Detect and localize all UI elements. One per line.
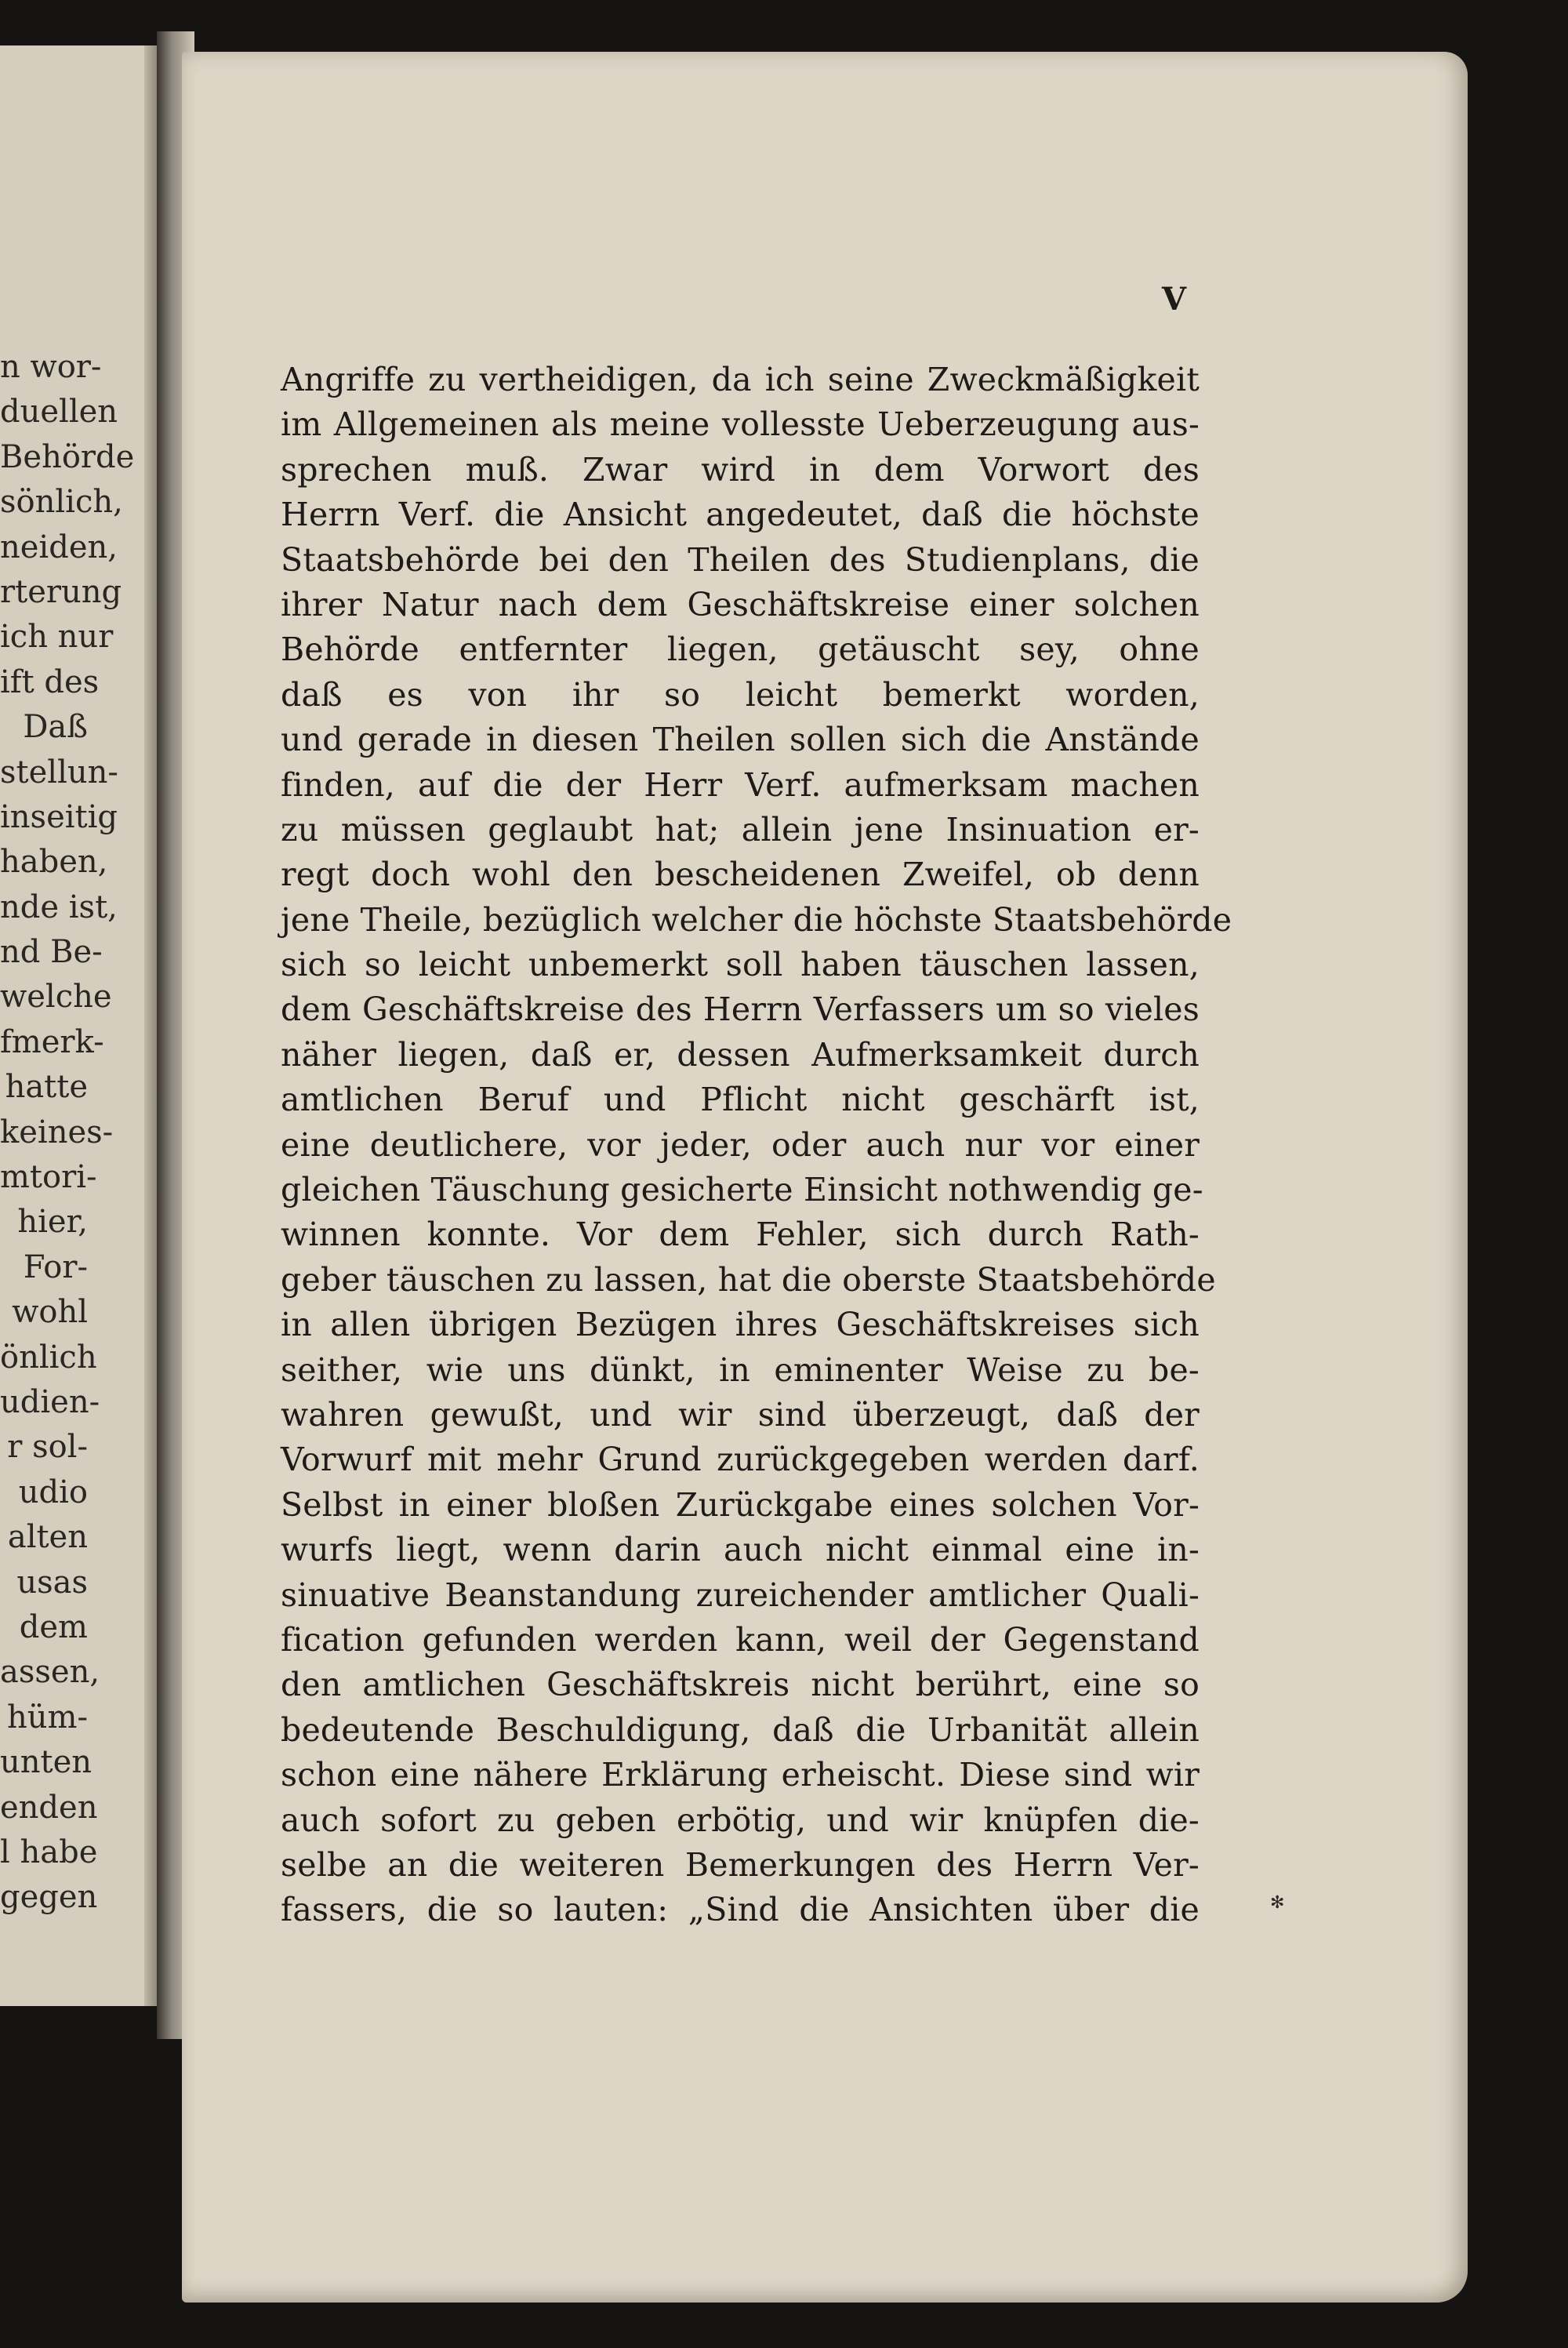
text-line: sich so leicht unbemerkt soll haben täuschen lassen, bbox=[281, 946, 1200, 984]
left-page-line: hüm- bbox=[7, 1699, 88, 1736]
left-page-line: unten bbox=[0, 1744, 93, 1781]
text-line: geber täuschen zu lassen, hat die oberste Staatsbehörde bbox=[281, 1260, 1216, 1299]
text-line: und gerade in diesen Theilen sollen sich die Anstände bbox=[281, 721, 1200, 759]
left-page-line: önlich bbox=[0, 1339, 97, 1376]
left-page-line: nde ist, bbox=[0, 889, 118, 925]
left-page-line: l habe bbox=[0, 1834, 98, 1870]
left-page-line: n wor- bbox=[0, 349, 102, 385]
left-page bbox=[0, 45, 157, 2006]
text-line: schon eine nähere Erklärung erheischt. Diese sind wir bbox=[281, 1756, 1200, 1794]
text-line: Staatsbehörde bei den Theilen des Studienplans, die bbox=[281, 540, 1200, 579]
text-line: den amtlichen Geschäftskreis nicht berührt, eine so bbox=[281, 1666, 1200, 1704]
text-line: eine deutlichere, vor jeder, oder auch nur vor einer bbox=[281, 1125, 1200, 1164]
text-line: amtlichen Beruf und Pflicht nicht geschärft ist, bbox=[281, 1081, 1200, 1119]
text-line: regt doch wohl den bescheidenen Zweifel, ob denn bbox=[281, 856, 1200, 894]
left-page-line: dem bbox=[19, 1608, 88, 1645]
text-line: wurfs liegt, wenn darin auch nicht einmal eine in- bbox=[281, 1531, 1200, 1569]
left-page-line: Behörde bbox=[0, 438, 135, 475]
text-line: Vorwurf mit mehr Grund zurückgegeben werden darf. bbox=[281, 1441, 1200, 1479]
text-line: wahren gewußt, und wir sind überzeugt, daß der bbox=[281, 1395, 1200, 1434]
text-line: sinuative Beanstandung zureichender amtlicher Quali- bbox=[281, 1576, 1200, 1614]
text-line: zu müssen geglaubt hat; allein jene Insinuation er- bbox=[281, 810, 1200, 849]
text-line: Selbst in einer bloßen Zurückgabe eines solchen Vor- bbox=[281, 1485, 1200, 1524]
left-page-line: welche bbox=[0, 979, 112, 1016]
left-page-line: ich nur bbox=[0, 619, 114, 656]
page-number: V bbox=[1162, 281, 1187, 318]
text-line: Herrn Verf. die Ansicht angedeutet, daß die höchste bbox=[281, 496, 1200, 534]
text-line: fassers, die so lauten: „Sind die Ansichten über die bbox=[281, 1891, 1200, 1929]
text-line: gleichen Täuschung gesicherte Einsicht nothwendig ge- bbox=[281, 1171, 1203, 1209]
text-line: ihrer Natur nach dem Geschäftskreise einer solchen bbox=[281, 585, 1200, 623]
text-line: dem Geschäftskreise des Herrn Verfassers um so vieles bbox=[281, 990, 1200, 1029]
text-line: finden, auf die der Herr Verf. aufmerksam machen bbox=[281, 765, 1200, 804]
page-body-text bbox=[281, 358, 1232, 1933]
left-page-line: stellun- bbox=[0, 754, 118, 791]
text-line: jene Theile, bezüglich welcher die höchste Staatsbehörde bbox=[281, 900, 1232, 939]
text-line: in allen übrigen Bezügen ihres Geschäftskreises sich bbox=[281, 1306, 1200, 1344]
left-page-line: wohl bbox=[12, 1294, 88, 1331]
left-page-line: Daß bbox=[23, 709, 88, 746]
left-page-line: keines- bbox=[0, 1114, 114, 1150]
left-page-line: hatte bbox=[5, 1069, 88, 1106]
text-line: fication gefunden werden kann, weil der Gegenstand bbox=[281, 1620, 1200, 1659]
left-page-line: udio bbox=[18, 1474, 88, 1510]
left-page-line: haben, bbox=[0, 844, 108, 881]
left-page-line: duellen bbox=[0, 394, 118, 431]
left-page-line: neiden, bbox=[0, 529, 118, 565]
left-page-line: usas bbox=[16, 1564, 88, 1601]
text-line: winnen konnte. Vor dem Fehler, sich durch Rath- bbox=[281, 1216, 1200, 1254]
left-page-line: For- bbox=[23, 1249, 88, 1285]
text-line: näher liegen, daß er, dessen Aufmerksamkeit durch bbox=[281, 1035, 1200, 1074]
left-page-line: nd Be- bbox=[0, 934, 103, 971]
text-line: daß es von ihr so leicht bemerkt worden, bbox=[281, 675, 1200, 714]
left-page-line: assen, bbox=[0, 1654, 100, 1691]
left-page-line: mtori- bbox=[0, 1159, 97, 1196]
text-line: selbe an die weiteren Bemerkungen des Herrn Ver- bbox=[281, 1845, 1200, 1884]
text-line: sprechen muß. Zwar wird in dem Vorwort des bbox=[281, 450, 1200, 489]
left-page-line: rterung bbox=[0, 573, 122, 610]
left-page-line: alten bbox=[7, 1519, 88, 1556]
left-page-line: r sol- bbox=[7, 1429, 88, 1466]
ink-speck: ✻ bbox=[1270, 1893, 1285, 1913]
text-line: seither, wie uns dünkt, in eminenter Weise zu be- bbox=[281, 1350, 1200, 1389]
text-line: im Allgemeinen als meine vollesste Ueberzeugung aus- bbox=[281, 405, 1200, 444]
left-page-line: fmerk- bbox=[0, 1023, 104, 1060]
text-line: Angriffe zu vertheidigen, da ich seine Zweckmäßigkeit bbox=[281, 361, 1200, 398]
left-page-line: inseitig bbox=[0, 798, 118, 835]
left-page-line: hier, bbox=[17, 1204, 88, 1241]
left-page-text bbox=[0, 345, 135, 1921]
text-line: auch sofort zu geben erbötig, und wir knüpfen die- bbox=[281, 1801, 1200, 1839]
left-page-line: enden bbox=[0, 1789, 98, 1826]
text-line: bedeutende Beschuldigung, daß die Urbanität allein bbox=[281, 1710, 1200, 1749]
left-page-line: ift des bbox=[0, 663, 100, 700]
left-page-fold bbox=[144, 45, 157, 2006]
left-page-line: udien- bbox=[0, 1383, 100, 1420]
left-page-line: sönlich, bbox=[0, 484, 123, 521]
left-page-line: gegen bbox=[0, 1879, 98, 1916]
text-line: Behörde entfernter liegen, getäuscht sey, ohne bbox=[281, 631, 1200, 669]
